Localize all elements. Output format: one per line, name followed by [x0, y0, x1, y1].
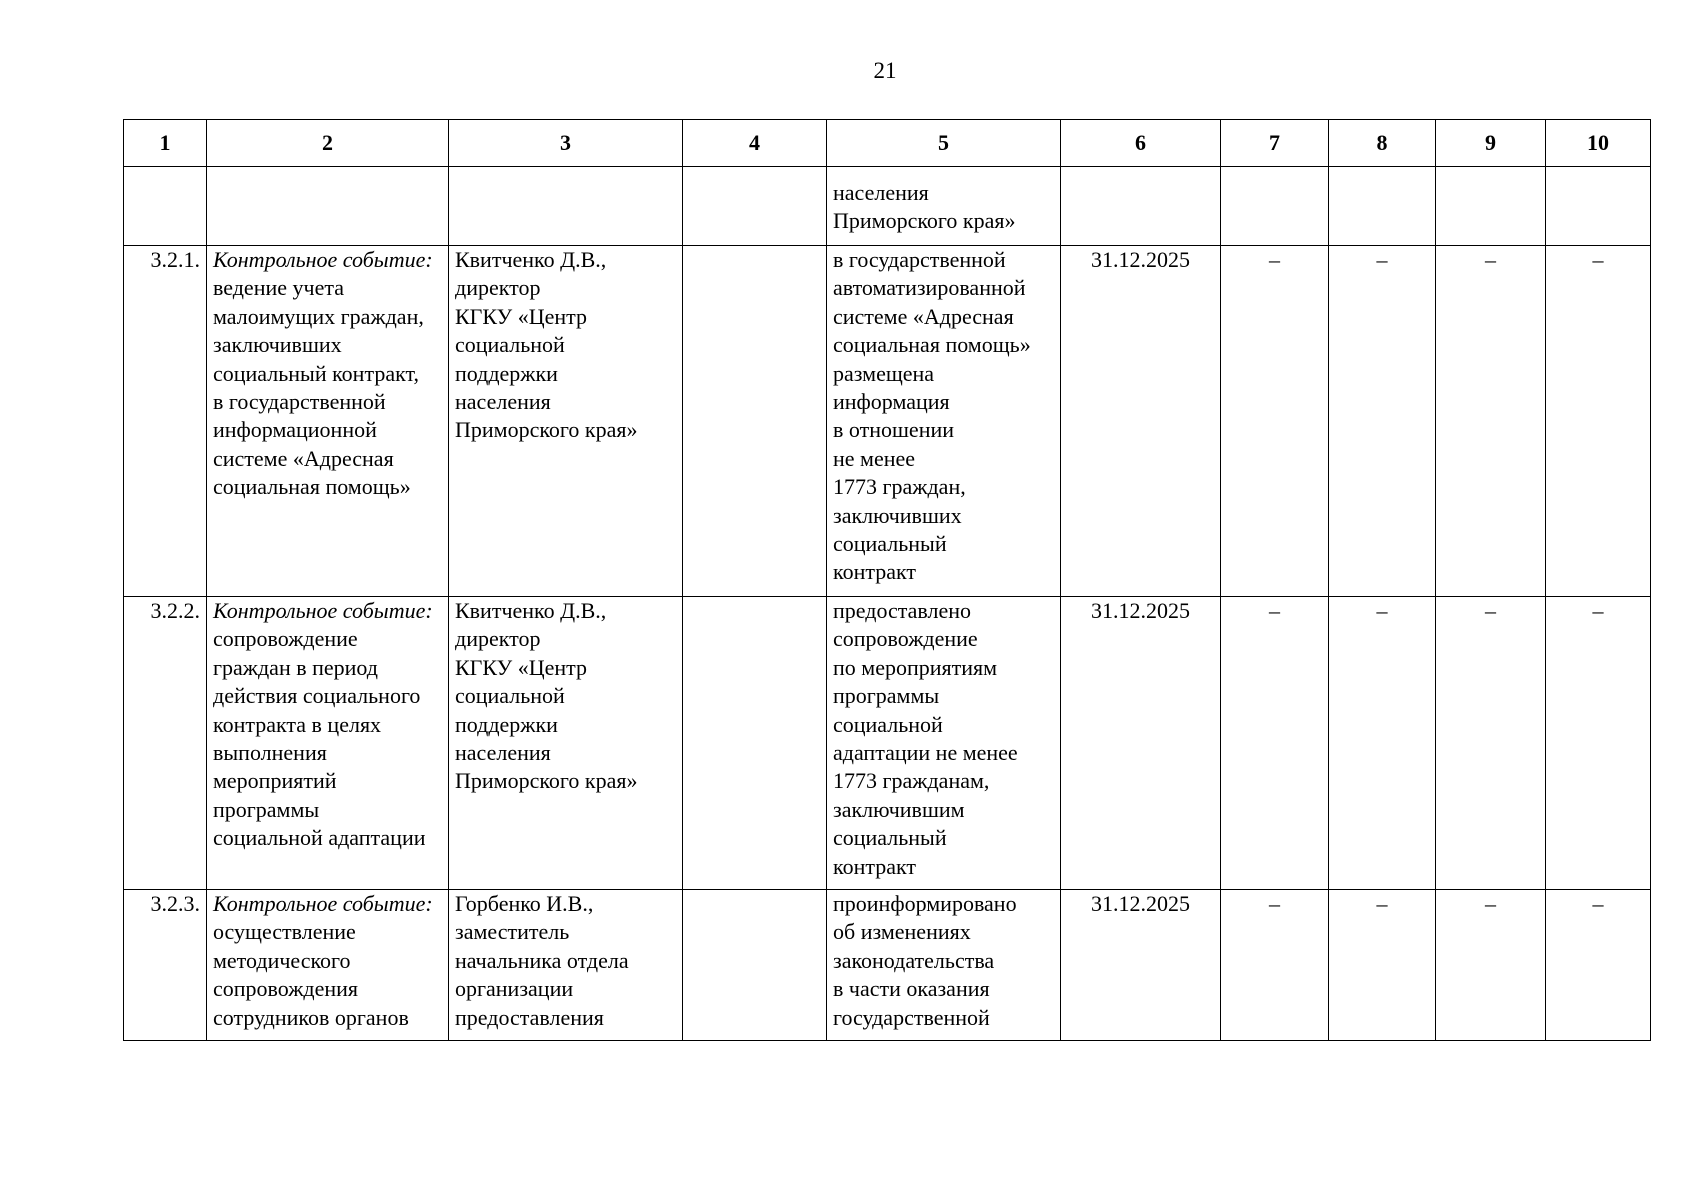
event-text-line: сопровождение: [213, 626, 358, 652]
event-label: Контрольное событие:: [213, 247, 433, 272]
value-cell: [1546, 890, 1651, 1041]
responsible-text-line: социальной: [455, 332, 565, 358]
event-text-line: программы: [213, 796, 320, 822]
value-dash: –: [1376, 598, 1388, 623]
deadline-date: 31.12.2025: [1091, 247, 1190, 272]
result-text-line: программы: [833, 683, 940, 709]
result-text-line: сопровождение: [833, 626, 978, 652]
responsible-text-line: директор: [455, 275, 541, 301]
value-cell: [1221, 890, 1329, 1041]
value-cell: [1329, 597, 1436, 890]
responsible-cell: [449, 167, 683, 246]
table-row: [124, 246, 1651, 597]
item-number: 3.2.2.: [150, 598, 200, 623]
result-text-line: об изменениях: [833, 919, 971, 945]
responsible-text-line: поддержки: [455, 711, 558, 737]
table-row: [124, 597, 1651, 890]
item-number-cell: [124, 167, 207, 246]
value-cell: [1436, 246, 1546, 597]
result-text-line: государственной: [833, 1004, 990, 1030]
event-text-line: малоимущих граждан,: [213, 303, 424, 329]
event-text-line: социальный контракт,: [213, 360, 419, 386]
result-text-line: адаптации не менее: [833, 740, 1018, 766]
event-text-line: выполнения: [213, 740, 327, 766]
responsible-text-line: Приморского края»: [455, 768, 638, 794]
value-dash: –: [1376, 247, 1388, 272]
value-cell: [1436, 597, 1546, 890]
value-dash: –: [1485, 891, 1496, 916]
event-text-line: социальной адаптации: [213, 825, 426, 851]
value-cell: [1436, 167, 1546, 246]
result-text-line: населения: [833, 180, 929, 205]
responsible-text-line: директор: [455, 626, 541, 652]
responsible-text-line: населения: [455, 740, 551, 766]
column-header: 1: [124, 120, 207, 167]
result-text-line: контракт: [833, 559, 917, 585]
event-text-line: системе «Адресная: [213, 445, 394, 471]
value-cell: [1329, 890, 1436, 1041]
result-text-line: контракт: [833, 853, 917, 879]
item-number: 3.2.3.: [150, 891, 200, 916]
event-text-line: действия социального: [213, 683, 421, 709]
event-cell: [207, 246, 449, 597]
result-text-line: размещена: [833, 360, 935, 386]
event-text-line: сотрудников органов: [213, 1004, 409, 1030]
responsible-text-line: начальника отдела: [455, 947, 629, 973]
header-row: [124, 120, 1651, 167]
responsible-text-line: КГКУ «Центр: [455, 303, 588, 329]
result-text-line: предоставлено: [833, 598, 972, 623]
value-cell: [1436, 890, 1546, 1041]
column-4-cell: [683, 597, 827, 890]
deadline-cell: [1061, 597, 1221, 890]
result-text-line: Приморского края»: [833, 208, 1016, 234]
result-text-line: 1773 граждан,: [833, 474, 966, 500]
column-header: 4: [683, 120, 827, 167]
value-dash: –: [1592, 891, 1604, 916]
column-header: 2: [207, 120, 449, 167]
column-4-cell: [683, 890, 827, 1041]
result-text-line: не менее: [833, 445, 916, 471]
value-dash: –: [1485, 247, 1496, 272]
column-4-cell: [683, 167, 827, 246]
item-number-cell: [124, 246, 207, 597]
event-text-line: заключивших: [213, 332, 342, 358]
item-number-cell: [124, 890, 207, 1041]
value-cell: [1221, 597, 1329, 890]
result-text-line: автоматизированной: [833, 275, 1026, 301]
result-text-line: социальной: [833, 711, 943, 737]
result-text-line: социальная помощь»: [833, 332, 1031, 358]
result-text-line: в части оказания: [833, 976, 990, 1002]
result-text-line: законодательства: [833, 947, 995, 973]
value-dash: –: [1485, 598, 1496, 623]
table-row: [124, 167, 1651, 246]
responsible-text-line: Квитченко Д.В.,: [455, 247, 607, 272]
table-row: [124, 890, 1651, 1041]
result-cell: [827, 597, 1061, 890]
result-text-line: проинформировано: [833, 891, 1017, 916]
column-4-cell: [683, 246, 827, 597]
result-cell: [827, 890, 1061, 1041]
event-label: Контрольное событие:: [213, 891, 433, 916]
responsible-text-line: заместитель: [455, 919, 570, 945]
event-cell: [207, 890, 449, 1041]
deadline-cell: [1061, 246, 1221, 597]
value-dash: –: [1269, 891, 1280, 916]
responsible-text-line: социальной: [455, 683, 565, 709]
responsible-text-line: предоставления: [455, 1004, 604, 1030]
responsible-cell: [449, 597, 683, 890]
responsible-text-line: населения: [455, 389, 551, 415]
result-text-line: заключивших: [833, 502, 962, 528]
value-dash: –: [1269, 598, 1280, 623]
deadline-date: 31.12.2025: [1091, 598, 1190, 623]
value-cell: [1221, 246, 1329, 597]
event-label: Контрольное событие:: [213, 598, 433, 623]
item-number-cell: [124, 597, 207, 890]
event-text-line: методического: [213, 947, 351, 973]
event-text-line: граждан в период: [213, 654, 378, 680]
item-number: 3.2.1.: [150, 247, 200, 272]
result-text-line: заключившим: [833, 796, 965, 822]
value-dash: –: [1592, 247, 1604, 272]
column-header: 5: [827, 120, 1061, 167]
page-number: 21: [873, 58, 897, 83]
deadline-cell: [1061, 890, 1221, 1041]
deadline-cell: [1061, 167, 1221, 246]
column-header: 3: [449, 120, 683, 167]
event-text-line: контракта в целях: [213, 711, 382, 737]
event-text-line: социальная помощь»: [213, 474, 411, 500]
value-dash: –: [1592, 598, 1604, 623]
event-text-line: сопровождения: [213, 976, 359, 1002]
result-text-line: социальный: [833, 531, 947, 557]
value-cell: [1546, 597, 1651, 890]
value-cell: [1546, 246, 1651, 597]
result-text-line: системе «Адресная: [833, 303, 1014, 329]
result-text-line: в отношении: [833, 417, 955, 443]
responsible-text-line: организации: [455, 976, 574, 1002]
column-header: 8: [1329, 120, 1436, 167]
column-header: 10: [1546, 120, 1651, 167]
result-text-line: в государственной: [833, 247, 1006, 272]
event-text-line: осуществление: [213, 919, 356, 945]
result-text-line: информация: [833, 389, 950, 415]
responsible-cell: [449, 890, 683, 1041]
column-header: 9: [1436, 120, 1546, 167]
value-cell: [1329, 246, 1436, 597]
result-text-line: 1773 гражданам,: [833, 768, 990, 794]
column-header: 7: [1221, 120, 1329, 167]
event-cell: [207, 167, 449, 246]
deadline-date: 31.12.2025: [1091, 891, 1190, 916]
result-cell: [827, 246, 1061, 597]
column-header: 6: [1061, 120, 1221, 167]
event-text-line: информационной: [213, 417, 377, 443]
value-cell: [1329, 167, 1436, 246]
responsible-text-line: Квитченко Д.В.,: [455, 598, 607, 623]
value-dash: –: [1376, 891, 1388, 916]
result-text-line: социальный: [833, 825, 947, 851]
result-text-line: по мероприятиям: [833, 654, 998, 680]
value-dash: –: [1269, 247, 1280, 272]
plan-table: [123, 119, 1651, 1041]
event-cell: [207, 597, 449, 890]
responsible-text-line: поддержки: [455, 360, 558, 386]
result-cell: [827, 167, 1061, 246]
event-text-line: в государственной: [213, 389, 386, 415]
responsible-text-line: Приморского края»: [455, 417, 638, 443]
value-cell: [1221, 167, 1329, 246]
event-text-line: ведение учета: [213, 275, 344, 301]
responsible-text-line: КГКУ «Центр: [455, 654, 588, 680]
responsible-text-line: Горбенко И.В.,: [455, 891, 594, 916]
value-cell: [1546, 167, 1651, 246]
event-text-line: мероприятий: [213, 768, 337, 794]
responsible-cell: [449, 246, 683, 597]
